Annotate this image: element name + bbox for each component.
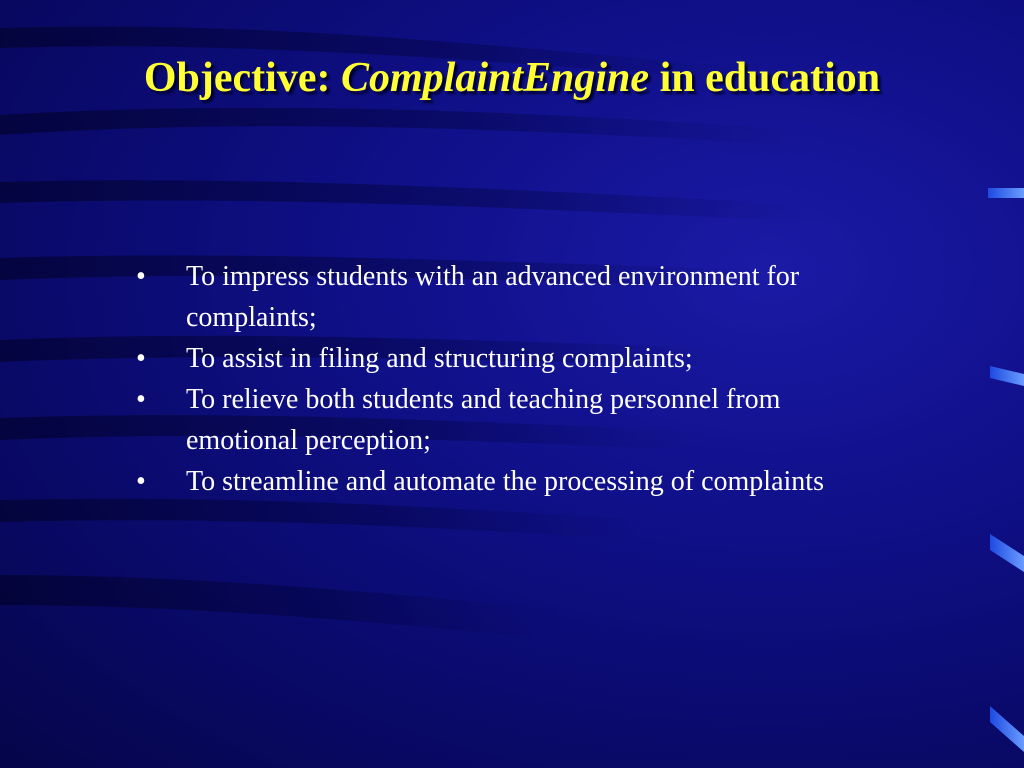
accent-bar	[990, 366, 1024, 386]
list-item	[136, 338, 856, 379]
accent-bar	[990, 706, 1024, 752]
list-item	[136, 379, 856, 461]
bullet-text: To impress students with an advanced environment for complaints;	[186, 261, 800, 333]
bullet-text: To streamline and automate the processing of complaints	[186, 466, 824, 497]
bullet-list	[136, 256, 856, 502]
list-item	[136, 461, 856, 502]
dark-band	[0, 180, 820, 222]
dark-band	[0, 108, 800, 146]
list-item	[136, 256, 856, 338]
accent-bar	[988, 188, 1024, 198]
title-product-name: ComplaintEngine	[340, 55, 650, 101]
bullet-marker: •	[136, 466, 146, 497]
dark-band	[0, 575, 560, 640]
bullet-marker: •	[136, 343, 146, 374]
bullet-marker: •	[136, 261, 146, 292]
slide-title	[112, 50, 912, 106]
dark-band	[0, 499, 640, 540]
bullet-marker: •	[136, 384, 146, 415]
title-suffix: in education	[649, 55, 881, 101]
bullet-text: To assist in filing and structuring complaints;	[186, 343, 693, 374]
title-prefix: Objective:	[143, 55, 341, 101]
bullet-text: To relieve both students and teaching personnel from emotional perception;	[186, 384, 781, 456]
accent-bar	[990, 534, 1024, 572]
